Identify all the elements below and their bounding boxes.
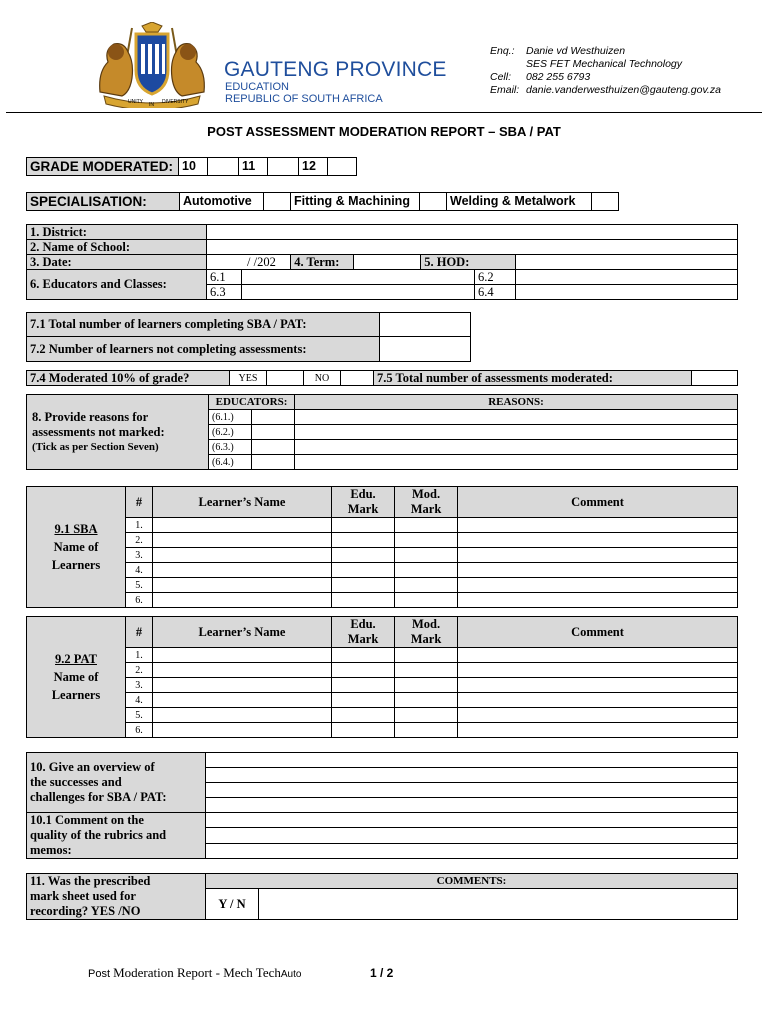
yes-no-option[interactable]: Y / N	[206, 889, 259, 920]
pat-mod-header: Mod. Mark	[395, 617, 458, 648]
sba-comment-field[interactable]	[458, 518, 738, 533]
pat-comment-field[interactable]	[458, 663, 738, 678]
grade-10-label: 10	[179, 158, 208, 176]
sba-num-header: #	[126, 487, 153, 518]
motto-diversity: DIVERSITY	[162, 99, 189, 105]
sba-sub-1: Name of	[53, 540, 99, 554]
contact-cell: Cell: 082 255 6793	[490, 71, 591, 83]
pat-name-field[interactable]	[153, 663, 332, 678]
yes-label: YES	[230, 371, 267, 386]
sba-mod-field[interactable]	[395, 578, 458, 593]
learner-counts-table	[26, 312, 471, 362]
spec-welding-box[interactable]	[592, 193, 619, 211]
class-6-3-label: 6.3	[207, 285, 242, 300]
overview-field[interactable]	[206, 783, 738, 798]
sba-edu-field[interactable]	[332, 548, 395, 563]
pat-label	[27, 617, 126, 738]
class-6-4-field[interactable]	[516, 285, 738, 300]
pat-sub-1: Name of	[53, 670, 99, 684]
sba-name-field[interactable]	[153, 593, 332, 608]
sba-mod-field[interactable]	[395, 548, 458, 563]
contact-block	[490, 45, 721, 97]
pat-name-field[interactable]	[153, 648, 332, 663]
pat-edu-header: Edu. Mark	[332, 617, 395, 648]
pat-name-field[interactable]	[153, 678, 332, 693]
class-6-1-label: 6.1	[207, 270, 242, 285]
moderated-10-label: 7.4 Moderated 10% of grade?	[27, 371, 230, 386]
mark-sheet-table	[26, 873, 738, 920]
mark-sheet-line-2: mark sheet used for	[30, 889, 136, 903]
rubric-line-1: 10.1 Comment on the	[30, 813, 144, 827]
country-name: REPUBLIC OF SOUTH AFRICA	[225, 93, 383, 105]
reasons-line-3: (Tick as per Section Seven)	[32, 440, 159, 453]
sba-title: 9.1 SBA	[54, 522, 98, 536]
total-learners-field[interactable]	[380, 313, 471, 337]
motto-unity: UNITY	[128, 99, 143, 105]
sba-edu-field[interactable]	[332, 563, 395, 578]
contact-email: Email: danie.vanderwesthuizen@gauteng.gov.za	[490, 84, 721, 96]
yes-box[interactable]	[267, 371, 304, 386]
overview-table	[26, 752, 738, 859]
reason-educator-box[interactable]	[252, 425, 295, 440]
specialisation-label: SPECIALISATION:	[27, 193, 180, 211]
spec-fitting-label: Fitting & Machining	[291, 193, 420, 211]
overview-field[interactable]	[206, 768, 738, 783]
reasons-question	[27, 395, 209, 470]
grade-12-label: 12	[299, 158, 328, 176]
sba-comment-field[interactable]	[458, 593, 738, 608]
overview-field[interactable]	[206, 753, 738, 768]
educators-label: 6. Educators and Classes:	[27, 270, 207, 300]
pat-edu-field[interactable]	[332, 678, 395, 693]
school-details-table	[26, 224, 738, 300]
pat-name-header: Learner’s Name	[153, 617, 332, 648]
sba-name-field[interactable]	[153, 548, 332, 563]
no-label: NO	[304, 371, 341, 386]
comments-header: COMMENTS:	[206, 874, 738, 889]
spec-fitting-box[interactable]	[420, 193, 447, 211]
reason-field[interactable]	[295, 425, 738, 440]
sba-mod-field[interactable]	[395, 563, 458, 578]
sba-row-num: 6.	[126, 593, 153, 608]
pat-mod-field[interactable]	[395, 663, 458, 678]
total-moderated-label: 7.5 Total number of assessments moderated:	[374, 371, 692, 386]
reasons-line-1: 8. Provide reasons for	[32, 409, 149, 424]
moderation-table	[26, 370, 738, 386]
sba-edu-header: Edu. Mark	[332, 487, 395, 518]
grade-11-box[interactable]	[268, 158, 299, 176]
pat-row-num: 2.	[126, 663, 153, 678]
sba-edu-field[interactable]	[332, 578, 395, 593]
pat-edu-field[interactable]	[332, 723, 395, 738]
date-field[interactable]: / /202	[207, 255, 291, 270]
mark-sheet-line-1: 11. Was the prescribed	[30, 874, 151, 888]
reason-field[interactable]	[295, 440, 738, 455]
pat-comment-field[interactable]	[458, 723, 738, 738]
sba-name-field[interactable]	[153, 563, 332, 578]
pat-comment-field[interactable]	[458, 648, 738, 663]
page-number: 1 / 2	[370, 966, 394, 980]
class-6-2-field[interactable]	[516, 270, 738, 285]
province-name: GAUTENG PROVINCE	[224, 58, 447, 81]
sba-comment-header: Comment	[458, 487, 738, 518]
hod-label: 5. HOD:	[421, 255, 515, 269]
not-completing-label: 7.2 Number of learners not completing assessments:	[27, 337, 380, 362]
report-title: POST ASSESSMENT MODERATION REPORT – SBA / PAT	[207, 124, 561, 139]
sba-edu-field[interactable]	[332, 593, 395, 608]
sba-name-field[interactable]	[153, 578, 332, 593]
pat-mod-field[interactable]	[395, 723, 458, 738]
pat-name-field[interactable]	[153, 723, 332, 738]
sba-row-num: 3.	[126, 548, 153, 563]
pat-learners-table	[26, 616, 738, 738]
contact-position: SES FET Mechanical Technology	[526, 58, 683, 70]
reason-educator-box[interactable]	[252, 440, 295, 455]
pat-row-num: 5.	[126, 708, 153, 723]
school-field[interactable]	[207, 240, 738, 255]
spec-automotive-box[interactable]	[264, 193, 291, 211]
term-label: 4. Term:	[291, 255, 354, 269]
rubric-label	[27, 813, 206, 859]
reasons-line-2: assessments not marked:	[32, 424, 165, 439]
pat-mod-field[interactable]	[395, 708, 458, 723]
pat-row-num: 4.	[126, 693, 153, 708]
sba-edu-field[interactable]	[332, 533, 395, 548]
total-learners-label: 7.1 Total number of learners completing SBA / PAT:	[27, 313, 380, 337]
pat-name-field[interactable]	[153, 693, 332, 708]
reason-field[interactable]	[295, 410, 738, 425]
sba-label	[27, 487, 126, 608]
header-divider	[6, 112, 762, 113]
sba-edu-field[interactable]	[332, 518, 395, 533]
rubric-field[interactable]	[206, 828, 738, 843]
pat-edu-field[interactable]	[332, 663, 395, 678]
sba-comment-field[interactable]	[458, 563, 738, 578]
sba-learners-table	[26, 486, 738, 608]
class-6-2-label: 6.2	[475, 270, 516, 285]
contact-enquiry: Enq.: Danie vd Westhuizen	[490, 45, 626, 57]
motto-in: IN	[149, 102, 154, 108]
sba-comment-field[interactable]	[458, 548, 738, 563]
specialisation-table	[26, 192, 619, 211]
footer-prefix: Post	[88, 968, 111, 980]
sba-comment-field[interactable]	[458, 533, 738, 548]
footer-title	[88, 965, 301, 981]
overview-label	[27, 753, 206, 813]
grade-label: GRADE MODERATED:	[27, 158, 179, 176]
sba-row-num: 1.	[126, 518, 153, 533]
sba-sub-2: Learners	[51, 558, 101, 572]
hod-field[interactable]	[516, 255, 738, 270]
sba-mod-field[interactable]	[395, 518, 458, 533]
reason-educator-box[interactable]	[252, 410, 295, 425]
department-name: EDUCATION	[225, 81, 289, 93]
rubric-field[interactable]	[206, 843, 738, 858]
educators-header: EDUCATORS:	[209, 395, 295, 410]
pat-row-num: 6.	[126, 723, 153, 738]
reason-row-label: (6.4.)	[209, 455, 252, 470]
sba-name-field[interactable]	[153, 533, 332, 548]
gauteng-coat-of-arms-logo	[86, 22, 218, 108]
grade-11-label: 11	[239, 158, 268, 176]
rubric-line-3: memos:	[30, 843, 72, 857]
pat-sub-2: Learners	[51, 688, 101, 702]
sba-row-num: 4.	[126, 563, 153, 578]
class-6-1-field[interactable]	[242, 270, 475, 285]
grade-moderated-table	[26, 157, 357, 176]
sba-row-num: 2.	[126, 533, 153, 548]
pat-name-field[interactable]	[153, 708, 332, 723]
pat-comment-field[interactable]	[458, 678, 738, 693]
class-6-3-field[interactable]	[242, 285, 475, 300]
pat-row-num: 1.	[126, 648, 153, 663]
sba-row-num: 5.	[126, 578, 153, 593]
reason-row-label: (6.2.)	[209, 425, 252, 440]
sba-comment-field[interactable]	[458, 578, 738, 593]
sba-mod-header: Mod. Mark	[395, 487, 458, 518]
sba-mod-field[interactable]	[395, 533, 458, 548]
pat-comment-field[interactable]	[458, 693, 738, 708]
pat-edu-field[interactable]	[332, 648, 395, 663]
reason-row-label: (6.3.)	[209, 440, 252, 455]
pat-edu-field[interactable]	[332, 708, 395, 723]
pat-comment-header: Comment	[458, 617, 738, 648]
mark-sheet-line-3: recording? YES /NO	[30, 904, 141, 918]
overview-line-3: challenges for SBA / PAT:	[30, 790, 167, 804]
no-box[interactable]	[341, 371, 374, 386]
school-label: 2. Name of School:	[27, 240, 207, 255]
pat-mod-field[interactable]	[395, 648, 458, 663]
grade-12-box[interactable]	[328, 158, 357, 176]
pat-num-header: #	[126, 617, 153, 648]
mark-sheet-question	[27, 874, 206, 920]
pat-mod-field[interactable]	[395, 678, 458, 693]
sba-name-field[interactable]	[153, 518, 332, 533]
reasons-header: REASONS:	[295, 395, 738, 410]
reason-educator-box[interactable]	[252, 455, 295, 470]
class-6-4-label: 6.4	[475, 285, 516, 300]
spec-automotive-label: Automotive	[180, 193, 264, 211]
reason-field[interactable]	[295, 455, 738, 470]
term-field[interactable]	[354, 255, 421, 269]
overview-line-1: 10. Give an overview of	[30, 760, 155, 774]
district-label: 1. District:	[27, 225, 207, 240]
footer-main: Moderation Report - Mech Tech	[113, 965, 281, 980]
sba-mod-field[interactable]	[395, 593, 458, 608]
reasons-table	[26, 394, 738, 470]
not-completing-field[interactable]	[380, 337, 471, 362]
date-label: 3. Date:	[27, 255, 207, 270]
rubric-line-2: quality of the rubrics and	[30, 828, 167, 842]
rubric-field[interactable]	[206, 813, 738, 828]
pat-comment-field[interactable]	[458, 708, 738, 723]
sba-name-header: Learner’s Name	[153, 487, 332, 518]
overview-field[interactable]	[206, 798, 738, 813]
pat-row-num: 3.	[126, 678, 153, 693]
pat-title: 9.2 PAT	[55, 652, 97, 666]
pat-mod-field[interactable]	[395, 693, 458, 708]
pat-edu-field[interactable]	[332, 693, 395, 708]
grade-10-box[interactable]	[208, 158, 239, 176]
footer-suffix: Auto	[280, 969, 302, 980]
district-field[interactable]	[207, 225, 738, 240]
overview-line-2: the successes and	[30, 775, 122, 789]
spec-welding-label: Welding & Metalwork	[447, 193, 592, 211]
mark-sheet-comment-field[interactable]	[259, 889, 738, 920]
reason-row-label: (6.1.)	[209, 410, 252, 425]
total-moderated-field[interactable]	[692, 371, 738, 386]
